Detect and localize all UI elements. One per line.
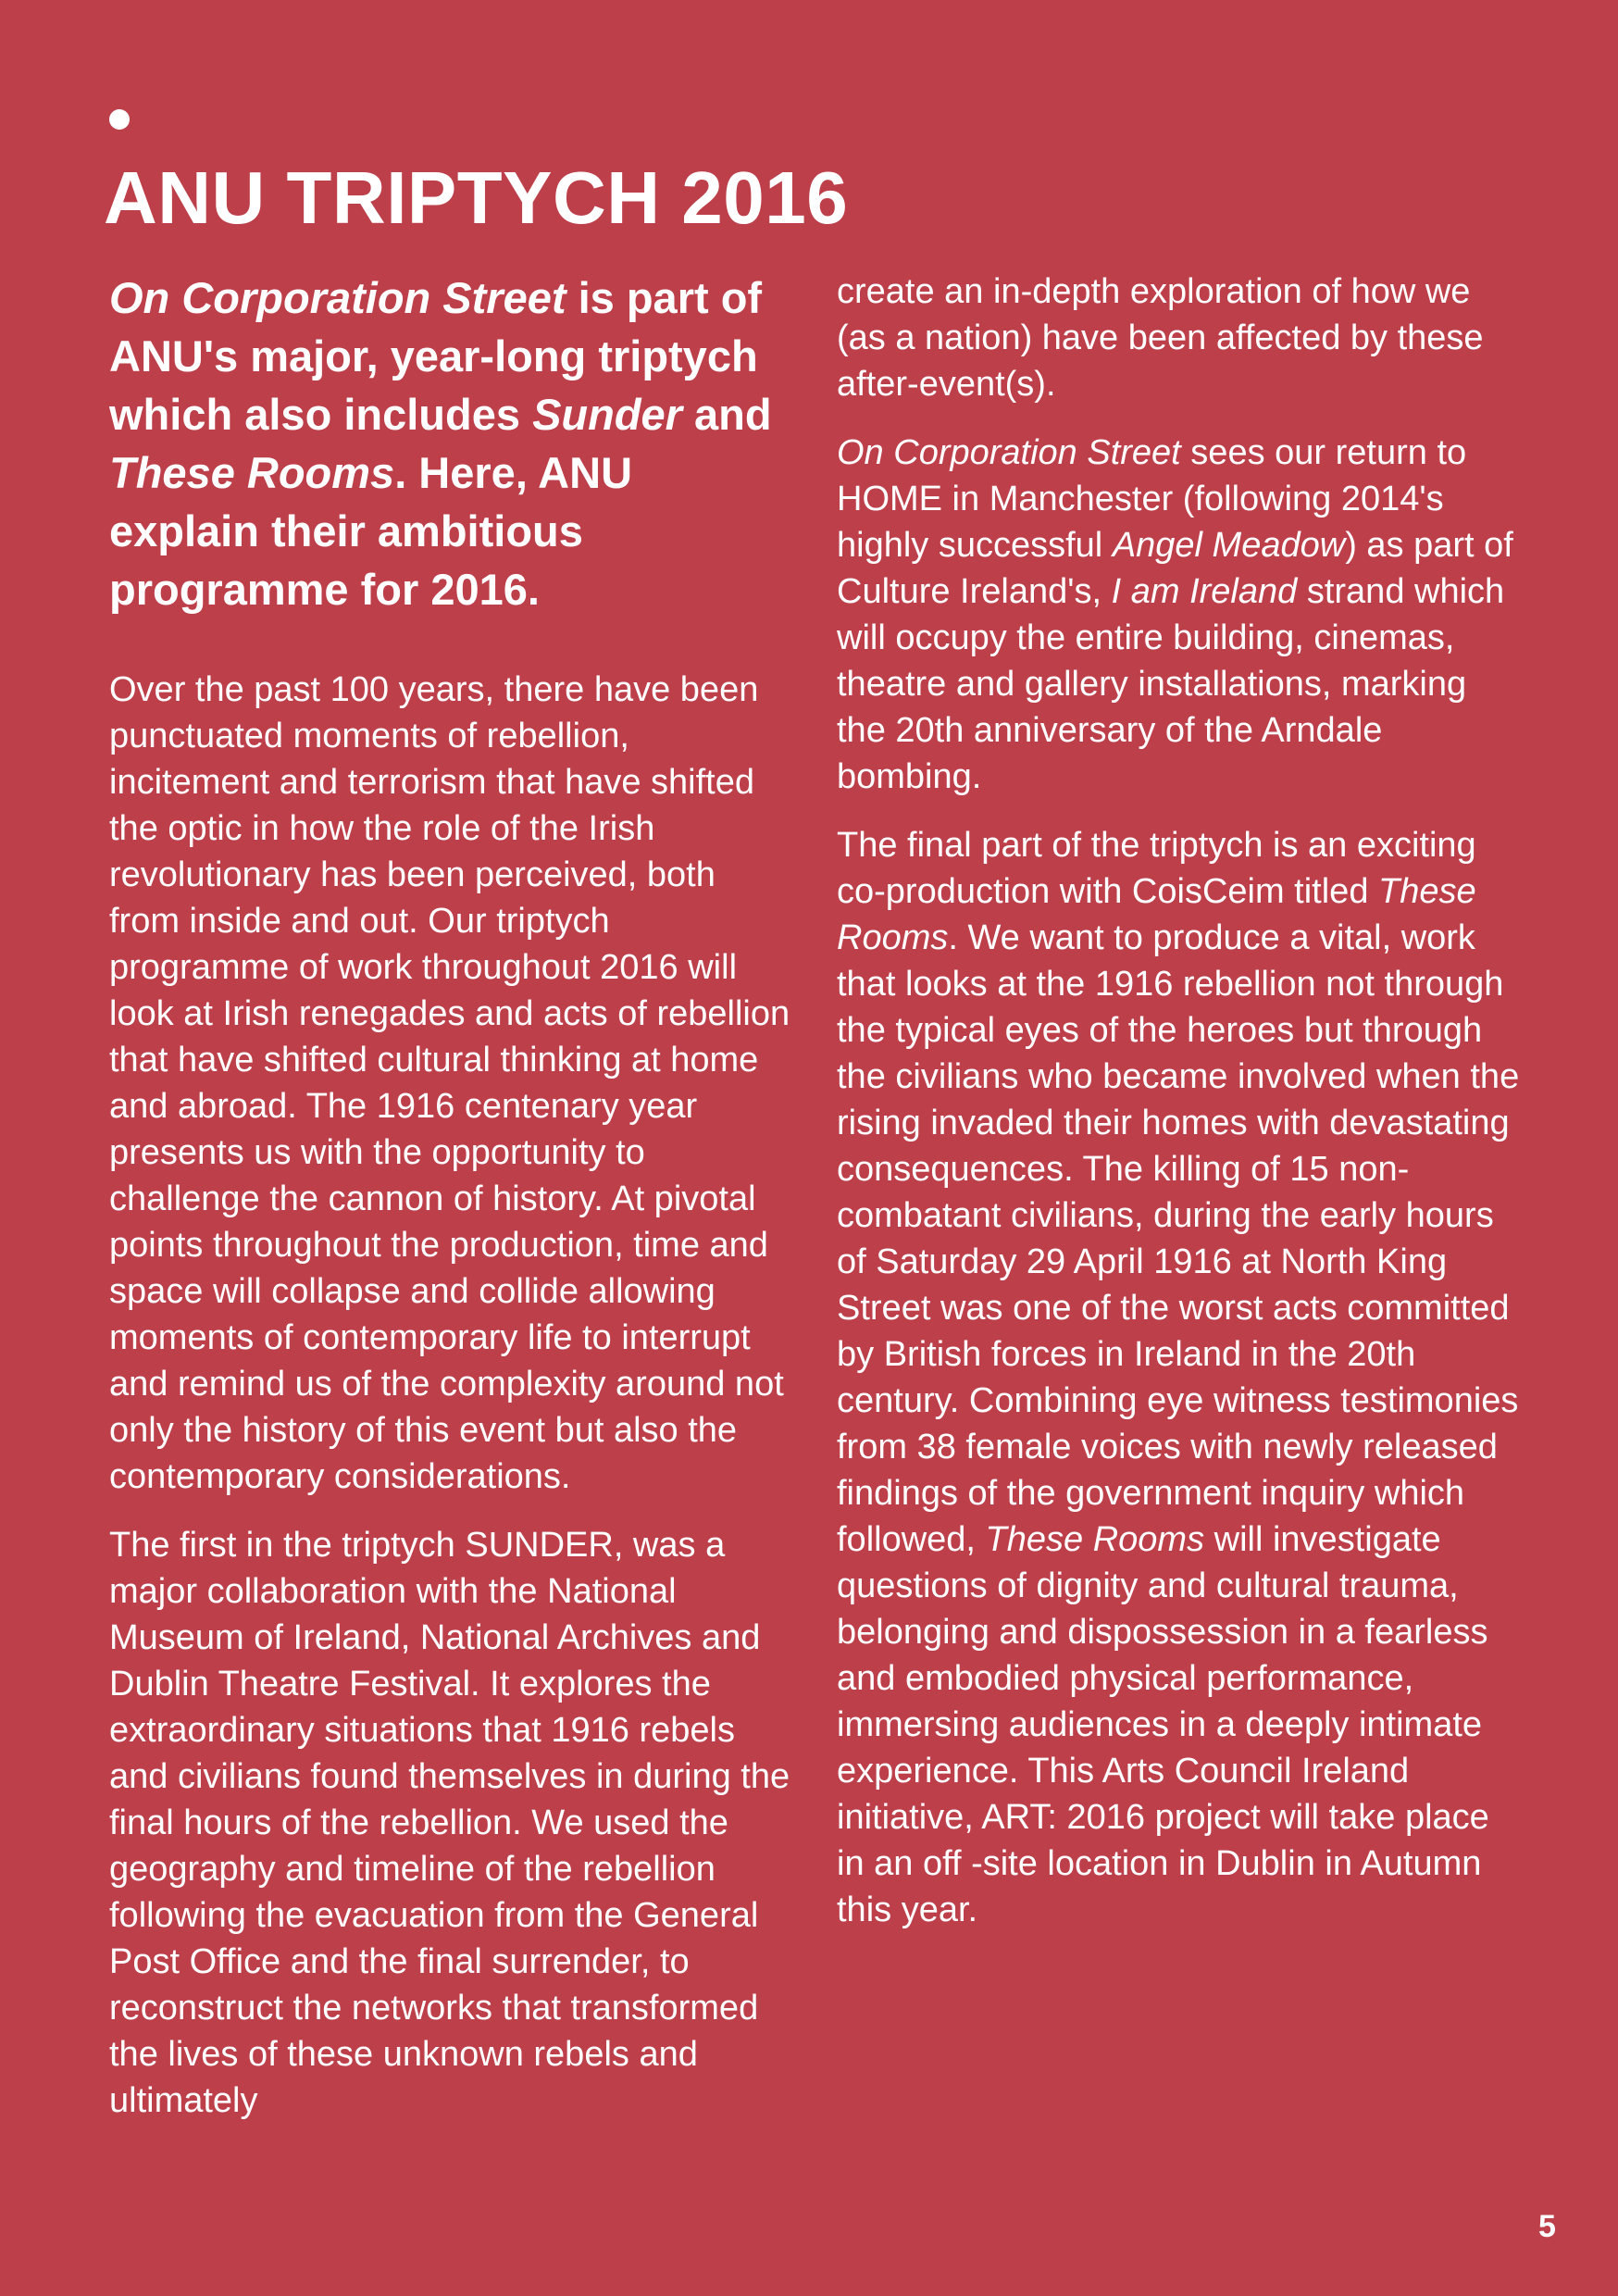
intro-text-2: . Here, ANU explain their ambitious programme for 2016. [109,448,633,614]
p3-text-a: The final part of the triptych is an exciting co-production with CoisCeim titled [837,826,1476,911]
page-number: 5 [1538,2209,1556,2244]
right-paragraph-2 [837,430,1522,800]
p2-show-angel-meadow: Angel Meadow [1112,526,1346,565]
left-paragraph-1: Over the past 100 years, there have been punctuated moments of rebellion, incitement and terrorism that have shifted the optic in how the role of the Irish revolutionary has been perceived, both from inside and out. Our triptych programme of work throughout 2016 will look at Irish renegades and acts of rebellion that have shifted cultural thinking at home and abroad. The 1916 centenary year presents us with the opportunity to challenge the cannon of history. At pivotal points throughout the production, time and space will collapse and collide allowing moments of contemporary life to interrupt and remind us of the complexity around not only the history of this event but also the contemporary considerations. [109,670,790,1496]
intro-text-1: is part of ANU's major, year-long triptych which also includes [109,273,763,439]
p2-text-a: sees our return to HOME in Manchester (following 2014's highly successful [837,433,1467,565]
p2-text-c: strand which will occupy the entire building, cinemas, theatre and gallery installations, marking the 20th anniversary of the Arndale bombing. [837,572,1505,796]
title-bullet-dot [109,109,130,130]
p2-show-title: On Corporation Street [837,433,1181,472]
intro-show-these-rooms: These Rooms [109,448,395,497]
intro-show-title: On Corporation Street [109,273,566,322]
p3-show-these-rooms: These Rooms [837,872,1476,957]
p2-text-b: ) as part of Culture Ireland's, [837,526,1513,611]
right-paragraph-3 [837,822,1522,1933]
intro-text-and: and [681,390,772,439]
p3-show-these-rooms-2: These Rooms [985,1520,1205,1559]
p3-text-c: will investigate questions of dignity and cultural trauma, belonging and dispossession in a fearless and embodied physical performance, immersing audiences in a deeply intimate experience. This Arts Council Ireland initiative, ART: 2016 project will take place in an off -site location in Dublin in Autumn this year. [837,1520,1489,1929]
right-paragraph-1: create an in-depth exploration of how we (as a nation) have been affected by these after-event(s). [837,272,1484,404]
p3-text-b: . We want to produce a vital, work that looks at the 1916 rebellion not through the typical eyes of the heroes but through the civilians who became involved when the rising invaded their homes with devastating consequences. The killing of 15 non-combatant civilians, during the early hours of Saturday 29 April 1916 at North King Street was one of the worst acts committed by British forces in Ireland in the 20th century. Combining eye witness testimonies from 38 female voices with newly released findings of the government inquiry which followed, [837,918,1520,1559]
intro-standfirst [109,268,794,618]
left-column [109,268,794,2146]
left-paragraph-2: The first in the triptych SUNDER, was a major collaboration with the National Museum of Ireland, National Archives and Dublin Theatre Festival. It explores the extraordinary situations that 1916 rebels and civilians found themselves in during the final hours of the rebellion. We used the geography and timeline of the rebellion following the evacuation from the General Post Office and the final surrender, to reconstruct the networks that transformed the lives of these unknown rebels and ultimately [109,1526,790,2120]
intro-show-sunder: Sunder [532,390,682,439]
right-column [837,268,1522,1955]
p2-strand-name: I am Ireland [1111,572,1298,611]
page-title: ANU TRIPTYCH 2016 [104,156,849,239]
